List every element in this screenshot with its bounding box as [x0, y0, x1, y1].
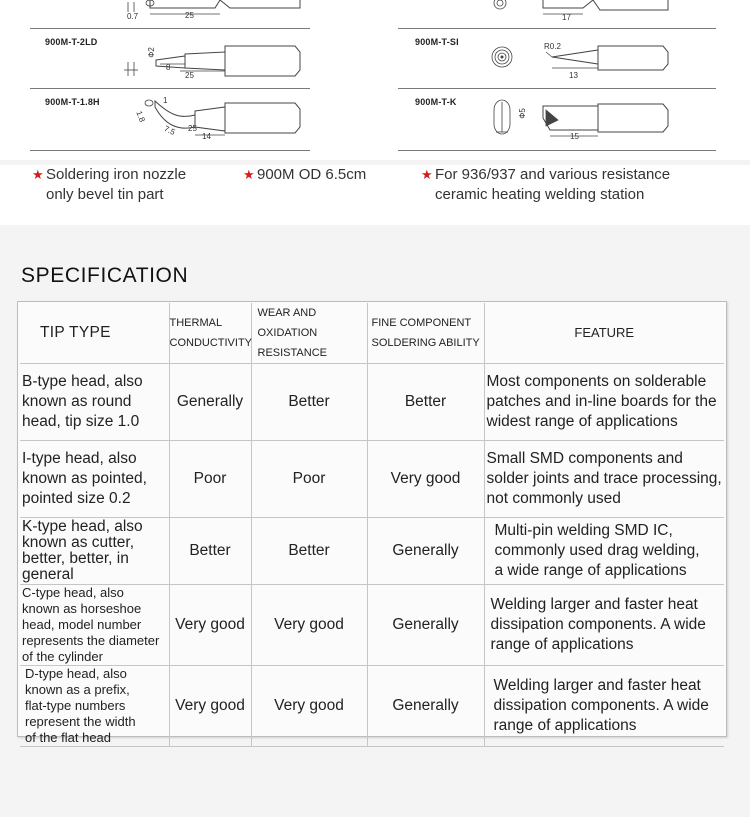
thermal-cell: Generally: [169, 364, 251, 441]
note-line: only bevel tin part: [46, 186, 164, 203]
wear-cell: Better: [251, 364, 367, 441]
cell-line: known as horseshoe: [22, 601, 142, 616]
notes-section: [0, 165, 750, 225]
dim-8: 8: [166, 63, 171, 72]
cell-line: represents the diameter: [22, 633, 160, 648]
cell-line: Multi-pin welding SMD IC,: [494, 522, 673, 539]
fine-cell: Generally: [367, 666, 484, 747]
tip-drawing-k: [488, 98, 688, 146]
tip-label-k: 900M-T-K: [415, 97, 457, 107]
separator-line: [398, 88, 716, 89]
tip-drawing-18h: [120, 95, 320, 145]
fine-cell: Generally: [367, 585, 484, 666]
feature-cell: [484, 585, 724, 666]
note-bevel-tin: [32, 165, 187, 205]
separator-line: [398, 150, 716, 151]
dim-r02: R0.2: [544, 42, 561, 51]
dim-7-5: 7.5: [162, 124, 177, 137]
header-line: OXIDATION: [257, 327, 318, 339]
note-line: Soldering iron nozzle: [46, 166, 187, 183]
table-row: [20, 585, 724, 666]
feature-cell: [484, 518, 724, 585]
dim-15: 15: [570, 132, 579, 141]
header-thermal: [169, 303, 251, 364]
feature-cell: [484, 666, 724, 747]
cell-line: widest range of applications: [486, 413, 678, 430]
tip-type-cell: [20, 518, 169, 585]
header-wear: [251, 303, 367, 364]
cell-line: dissipation components. A wide: [493, 697, 709, 714]
header-line: THERMAL: [169, 317, 223, 329]
dim-25: 25: [185, 71, 194, 80]
dim-1: 1: [163, 96, 168, 105]
thermal-cell: Better: [169, 518, 251, 585]
cell-line: range of applications: [493, 717, 637, 734]
dim-phi5: Ф5: [517, 108, 527, 119]
fine-cell: Generally: [367, 518, 484, 585]
dim-1-8: 1.8: [134, 109, 147, 124]
table-row: [20, 518, 724, 585]
note-line: 900M OD 6.5cm: [257, 166, 367, 183]
header-line: SOLDERING ABILITY: [371, 337, 480, 349]
header-line: CONDUCTIVITY: [169, 337, 252, 349]
top-left-tip-drawing: [120, 0, 310, 24]
tip-type-cell: [20, 364, 169, 441]
cell-line: I-type head, also: [22, 450, 137, 467]
tip-drawing-2ld: [120, 40, 320, 84]
tip-type-cell: [20, 585, 169, 666]
note-line: For 936/937 and various resistance: [435, 166, 671, 183]
top-dim-25: 25: [185, 11, 194, 20]
cell-line: head, model number: [22, 617, 142, 632]
thermal-cell: Very good: [169, 585, 251, 666]
red-star-icon: ★: [243, 167, 255, 182]
spec-header-row: [20, 303, 724, 364]
cell-line: pointed size 0.2: [22, 490, 131, 507]
header-line: FINE COMPONENT: [371, 317, 472, 329]
tip-drawing-si: [488, 40, 688, 84]
wear-cell: Very good: [251, 585, 367, 666]
separator-line: [30, 88, 310, 89]
cell-line: Welding larger and faster heat: [490, 596, 698, 613]
top-right-tip-drawing: [488, 0, 678, 26]
note-line: ceramic heating welding station: [435, 186, 645, 203]
dim-13: 13: [569, 71, 578, 80]
cell-line: not commonly used: [486, 490, 621, 507]
header-feature: FEATURE: [484, 303, 724, 364]
cell-line: C-type head, also: [22, 585, 124, 600]
cell-line: B-type head, also: [22, 373, 143, 390]
cell-line: represent the width: [25, 714, 136, 729]
tip-label-si: 900M-T-SI: [415, 37, 459, 47]
cell-line: patches and in-line boards for the: [486, 393, 717, 410]
cell-line: commonly used drag welding,: [494, 542, 700, 559]
separator-line: [30, 28, 310, 29]
header-tip-type: TIP TYPE: [20, 303, 169, 364]
cell-line: known as a prefix,: [25, 682, 130, 697]
fine-cell: Better: [367, 364, 484, 441]
cell-line: solder joints and trace processing,: [486, 470, 722, 487]
separator-line: [30, 150, 310, 151]
tip-drawings: [0, 0, 750, 160]
note-od: [243, 165, 367, 185]
red-star-icon: ★: [421, 167, 433, 182]
cell-line: of the flat head: [25, 730, 112, 745]
table-row: [20, 364, 724, 441]
tip-type-cell: [20, 441, 169, 518]
wear-cell: Poor: [251, 441, 367, 518]
cell-line: known as round: [22, 393, 132, 410]
cell-line: range of applications: [490, 636, 634, 653]
cell-line: Most components on solderable: [486, 373, 707, 390]
cell-line: a wide range of applications: [494, 562, 687, 579]
cell-line: of the cylinder: [22, 649, 103, 664]
cell-line: known as cutter,: [22, 534, 135, 551]
feature-cell: [484, 441, 724, 518]
cell-line: Small SMD components and: [486, 450, 683, 467]
dim-25-b: 25: [188, 124, 197, 133]
cell-line: Welding larger and faster heat: [493, 677, 701, 694]
cell-line: better, better, in: [22, 550, 129, 567]
separator-line: [398, 28, 716, 29]
wear-cell: Very good: [251, 666, 367, 747]
cell-line: head, tip size 1.0: [22, 413, 140, 430]
spec-table: [20, 303, 724, 747]
cell-line: known as pointed,: [22, 470, 147, 487]
header-fine: [367, 303, 484, 364]
table-row: [20, 666, 724, 747]
table-row: [20, 441, 724, 518]
cell-line: flat-type numbers: [25, 698, 126, 713]
thermal-cell: Poor: [169, 441, 251, 518]
cell-line: K-type head, also: [22, 518, 143, 535]
red-star-icon: ★: [32, 167, 44, 182]
top-dim-0-7: 0.7: [127, 12, 139, 21]
dim-14: 14: [202, 132, 211, 141]
cell-line: dissipation components. A wide: [490, 616, 706, 633]
fine-cell: Very good: [367, 441, 484, 518]
header-line: RESISTANCE: [257, 347, 327, 359]
dim-phi2: Ф2: [146, 47, 156, 58]
feature-cell: [484, 364, 724, 441]
cell-line: general: [22, 566, 74, 583]
cell-line: D-type head, also: [25, 666, 127, 681]
note-station: [421, 165, 671, 205]
top-dim-17: 17: [562, 13, 571, 22]
tip-label-2ld: 900M-T-2LD: [45, 37, 98, 47]
specification-title: SPECIFICATION: [21, 264, 189, 287]
thermal-cell: Very good: [169, 666, 251, 747]
tip-type-cell: [20, 666, 169, 747]
header-line: WEAR AND: [257, 307, 317, 319]
wear-cell: Better: [251, 518, 367, 585]
tip-label-18h: 900M-T-1.8H: [45, 97, 100, 107]
